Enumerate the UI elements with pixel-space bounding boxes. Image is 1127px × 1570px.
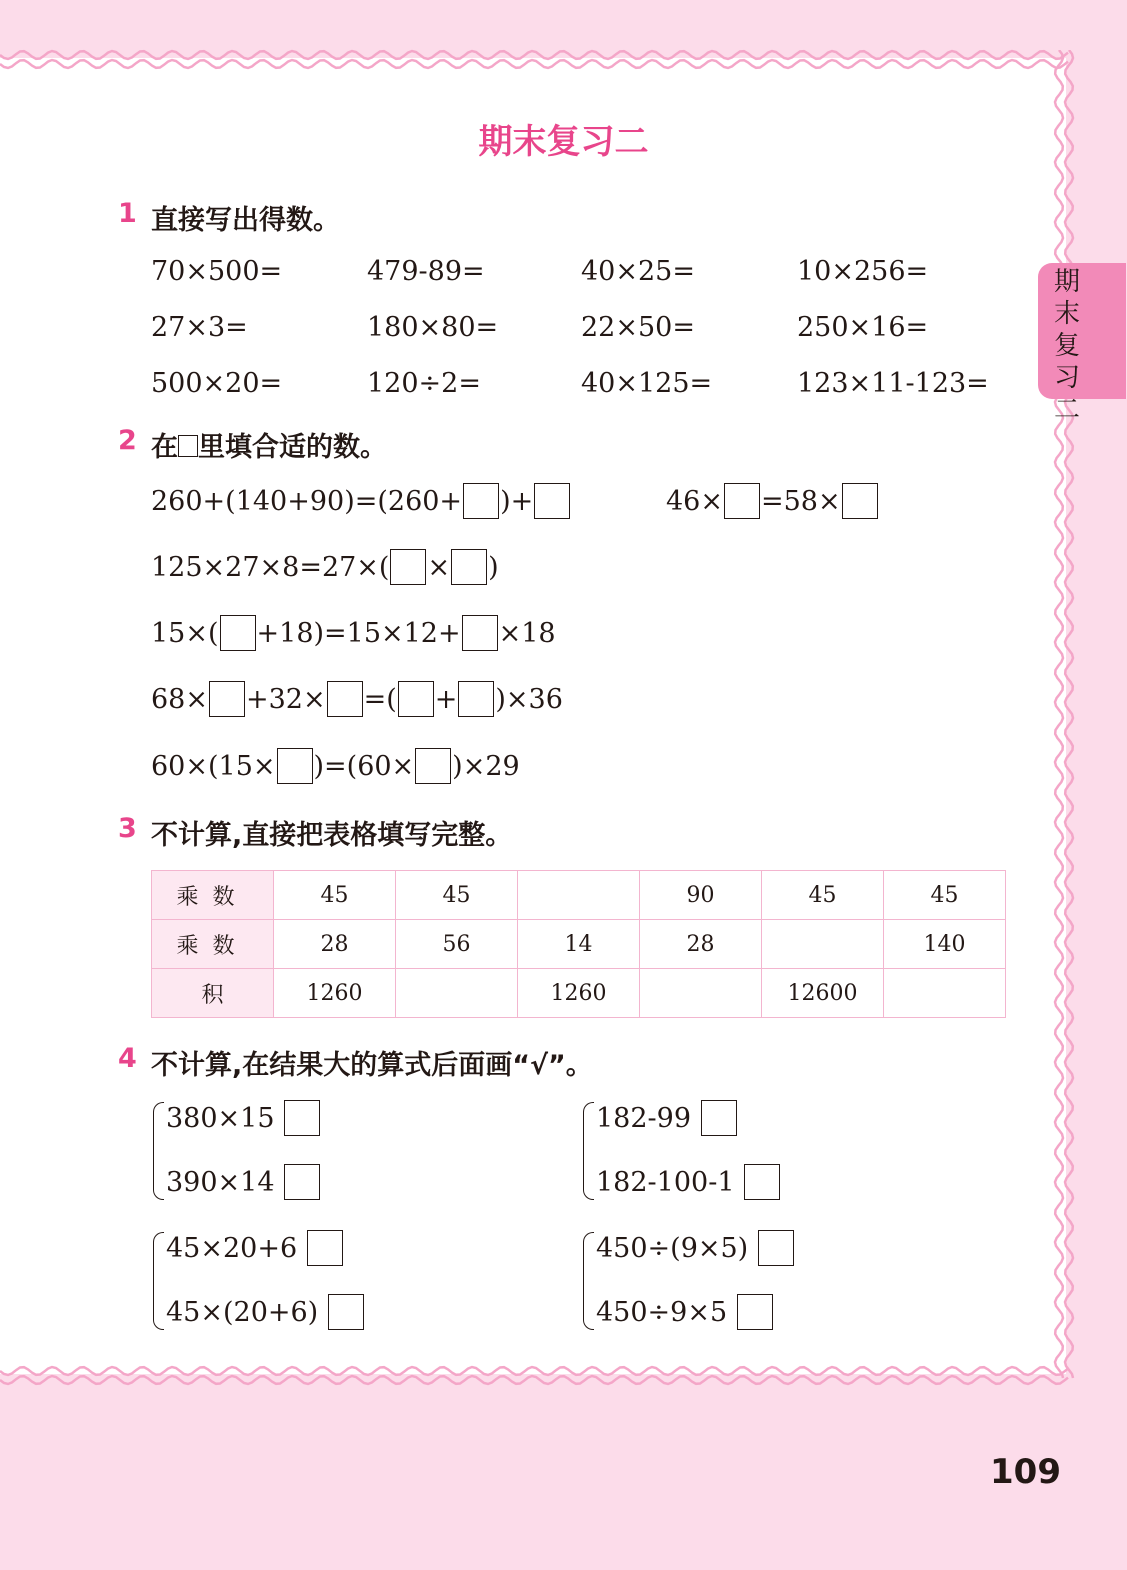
check-box[interactable] [701,1100,737,1136]
q2-equation-3: 125×27×8=27×( × ) [151,548,499,588]
answer-box[interactable] [724,483,760,519]
q1-item: 40×125= [581,368,713,399]
q4-expression: 450÷(9×5) [596,1229,795,1269]
q2-prompt-end: 里填合适的数。 [198,432,387,463]
question-1-number: 1 [118,198,137,229]
check-box[interactable] [744,1164,780,1200]
page-number: 109 [990,1452,1061,1492]
table-cell: 1260 [518,969,640,1018]
q1-item: 500×20= [151,368,283,399]
brace-icon [583,1102,594,1200]
answer-box[interactable] [209,681,245,717]
row-header: 积 [152,969,274,1018]
question-2-number: 2 [118,425,137,456]
q1-item: 10×256= [797,256,929,287]
table-row [152,969,1006,1018]
q2-equation-1: 260+(140+90)=(260+ )+ [151,482,571,522]
q4-expression: 45×(20+6) [166,1293,365,1333]
q1-item: 479-89= [367,256,485,287]
check-box[interactable] [307,1230,343,1266]
side-tab-label: 期末复习二 [1053,267,1080,425]
check-box[interactable] [758,1230,794,1266]
answer-box[interactable] [277,748,313,784]
answer-box[interactable] [462,615,498,651]
table-cell: 56 [396,920,518,969]
page-title: 期末复习二 [478,122,649,162]
q4-expression: 182-99 [596,1099,738,1139]
answer-box[interactable] [415,748,451,784]
q4-expression: 45×20+6 [166,1229,344,1269]
table-cell[interactable] [640,969,762,1018]
table-cell[interactable] [518,871,640,920]
table-cell: 45 [884,871,1006,920]
table-cell: 45 [762,871,884,920]
q1-item: 120÷2= [367,368,481,399]
brace-icon [153,1232,164,1330]
q4-expression: 182-100-1 [596,1163,781,1203]
question-4-number: 4 [118,1043,137,1074]
q4-expression: 450÷9×5 [596,1293,774,1333]
table-cell: 12600 [762,969,884,1018]
q1-item: 250×16= [797,312,929,343]
table-cell: 140 [884,920,1006,969]
q4-expression: 380×15 [166,1099,321,1139]
table-cell: 14 [518,920,640,969]
table-row [152,871,1006,920]
check-box[interactable] [284,1100,320,1136]
answer-box[interactable] [220,615,256,651]
question-2-prompt [151,425,387,464]
answer-box[interactable] [463,483,499,519]
inline-box-icon [178,435,198,457]
brace-icon [583,1232,594,1330]
q1-item: 123×11-123= [797,368,989,399]
table-cell: 90 [640,871,762,920]
answer-box[interactable] [458,681,494,717]
row-header: 乘数 [152,920,274,969]
table-cell: 45 [274,871,396,920]
table-cell: 28 [640,920,762,969]
q2-equation-5: 68× +32× =( + )×36 [151,680,563,720]
table-cell[interactable] [396,969,518,1018]
top-wavy-border [0,44,1080,78]
answer-box[interactable] [842,483,878,519]
multiplication-table [151,870,1006,1018]
question-4-prompt: 不计算,在结果大的算式后面画“√”。 [151,1050,593,1081]
answer-box[interactable] [451,549,487,585]
check-box[interactable] [284,1164,320,1200]
bottom-wavy-border [0,1360,1080,1394]
question-3-number: 3 [118,813,137,844]
answer-box[interactable] [534,483,570,519]
q1-item: 22×50= [581,312,695,343]
check-box[interactable] [328,1294,364,1330]
table-row [152,920,1006,969]
q2-equation-4: 15×( +18)=15×12+ ×18 [151,614,556,654]
q4-expression: 390×14 [166,1163,321,1203]
q1-item: 180×80= [367,312,499,343]
question-3-prompt: 不计算,直接把表格填写完整。 [151,820,513,851]
check-box[interactable] [737,1294,773,1330]
right-wavy-border [1050,50,1084,1390]
table-cell: 1260 [274,969,396,1018]
answer-box[interactable] [327,681,363,717]
q1-item: 40×25= [581,256,695,287]
q1-item: 27×3= [151,312,248,343]
row-header: 乘数 [152,871,274,920]
q1-item: 70×500= [151,256,283,287]
q2-equation-6: 60×(15× )=(60× )×29 [151,747,520,787]
table-cell[interactable] [762,920,884,969]
q2-equation-2: 46× =58× [666,482,879,522]
question-1-prompt: 直接写出得数。 [151,205,340,236]
answer-box[interactable] [398,681,434,717]
table-cell[interactable] [884,969,1006,1018]
q2-prompt-start: 在 [151,432,178,463]
table-cell: 45 [396,871,518,920]
brace-icon [153,1102,164,1200]
table-cell: 28 [274,920,396,969]
answer-box[interactable] [390,549,426,585]
